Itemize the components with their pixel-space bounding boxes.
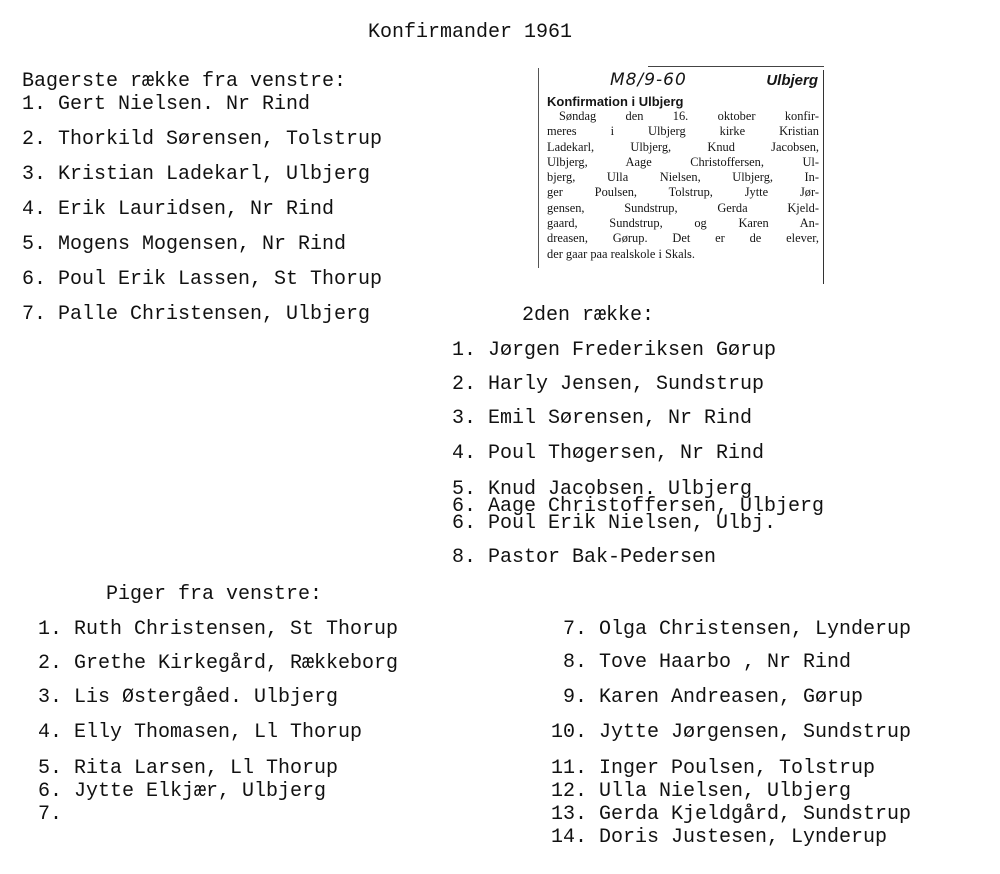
clipping-line: ger Poulsen, Tolstrup, Jytte Jør- (547, 185, 819, 200)
back-row-item: 3. Kristian Ladekarl, Ulbjerg (22, 163, 371, 186)
girls-right-item: 9. Karen Andreasen, Gørup (551, 686, 864, 709)
newspaper-clipping (538, 66, 824, 284)
back-row-item: 2. Thorkild Sørensen, Tolstrup (22, 128, 383, 151)
clipping-line: Søndag den 16. oktober konfir- (559, 109, 819, 123)
girls-right-item: 8. Tove Haarbo , Nr Rind (551, 651, 852, 674)
second-row-item: 6. Poul Erik Nielsen, Ulbj. (452, 512, 777, 535)
clipping-line: der gaar paa realskole i Skals. (547, 246, 695, 261)
girls-left-item: 3. Lis Østergåed. Ulbjerg (38, 686, 339, 709)
back-row-heading: Bagerste række fra venstre: (22, 70, 347, 93)
girls-left-item: 2. Grethe Kirkegård, Rækkeborg (38, 652, 399, 675)
second-row-item: 3. Emil Sørensen, Nr Rind (452, 407, 753, 430)
clipping-edge (823, 70, 824, 284)
girls-left-item: 5. Rita Larsen, Ll Thorup (38, 757, 339, 780)
clipping-line: meres i Ulbjerg kirke Kristian (547, 124, 819, 139)
girls-left-item: 6. Jytte Elkjær, Ulbjerg (38, 780, 327, 803)
girls-right-item: 10. Jytte Jørgensen, Sundstrup (551, 721, 912, 744)
clipping-handwritten-date: M8/9-60 (610, 70, 687, 90)
back-row-item: 6. Poul Erik Lassen, St Thorup (22, 268, 383, 291)
second-row-item: 6. Aage Christoffersen, Ulbjerg (452, 495, 825, 518)
girls-left-item: 1. Ruth Christensen, St Thorup (38, 618, 399, 641)
back-row-item: 5. Mogens Mogensen, Nr Rind (22, 233, 347, 256)
girls-right-item: 7. Olga Christensen, Lynderup (551, 618, 912, 641)
back-row-item: 7. Palle Christensen, Ulbjerg (22, 303, 371, 326)
clipping-line: bjerg, Ulla Nielsen, Ulbjerg, In- (547, 170, 819, 185)
girls-right-item: 11. Inger Poulsen, Tolstrup (551, 757, 876, 780)
second-row-heading: 2den række: (522, 304, 655, 327)
second-row-item: 8. Pastor Bak-Pedersen (452, 546, 717, 569)
clipping-line: Ulbjerg, Aage Christoffersen, Ul- (547, 154, 819, 169)
second-row-item: 1. Jørgen Frederiksen Gørup (452, 339, 777, 362)
clipping-edge (648, 66, 824, 67)
clipping-line: dreasen, Gørup. Det er de elever, (547, 231, 819, 246)
clipping-line: Ladekarl, Ulbjerg, Knud Jacobsen, (547, 139, 819, 154)
back-row-item: 1. Gert Nielsen. Nr Rind (22, 93, 311, 116)
clipping-line: gaard, Sundstrup, og Karen An- (547, 216, 819, 231)
girls-right-item: 12. Ulla Nielsen, Ulbjerg (551, 780, 852, 803)
girls-heading: Piger fra venstre: (106, 583, 323, 606)
clipping-headline: Konfirmation i Ulbjerg (547, 94, 684, 109)
second-row-item: 2. Harly Jensen, Sundstrup (452, 373, 765, 396)
girls-left-item: 4. Elly Thomasen, Ll Thorup (38, 721, 363, 744)
clipping-body (547, 109, 819, 262)
second-row-item: 5. Knud Jacobsen. Ulbjerg (452, 478, 753, 501)
girls-right-item: 13. Gerda Kjeldgård, Sundstrup (551, 803, 912, 826)
girls-left-item: 7. (38, 803, 63, 826)
back-row-item: 4. Erik Lauridsen, Nr Rind (22, 198, 335, 221)
page-title: Konfirmander 1961 (368, 21, 573, 44)
clipping-place: Ulbjerg (766, 72, 818, 89)
clipping-line: gensen, Sundstrup, Gerda Kjeld- (547, 200, 819, 215)
second-row-item: 4. Poul Thøgersen, Nr Rind (452, 442, 765, 465)
girls-right-item: 14. Doris Justesen, Lynderup (551, 826, 888, 849)
clipping-edge (538, 68, 539, 268)
